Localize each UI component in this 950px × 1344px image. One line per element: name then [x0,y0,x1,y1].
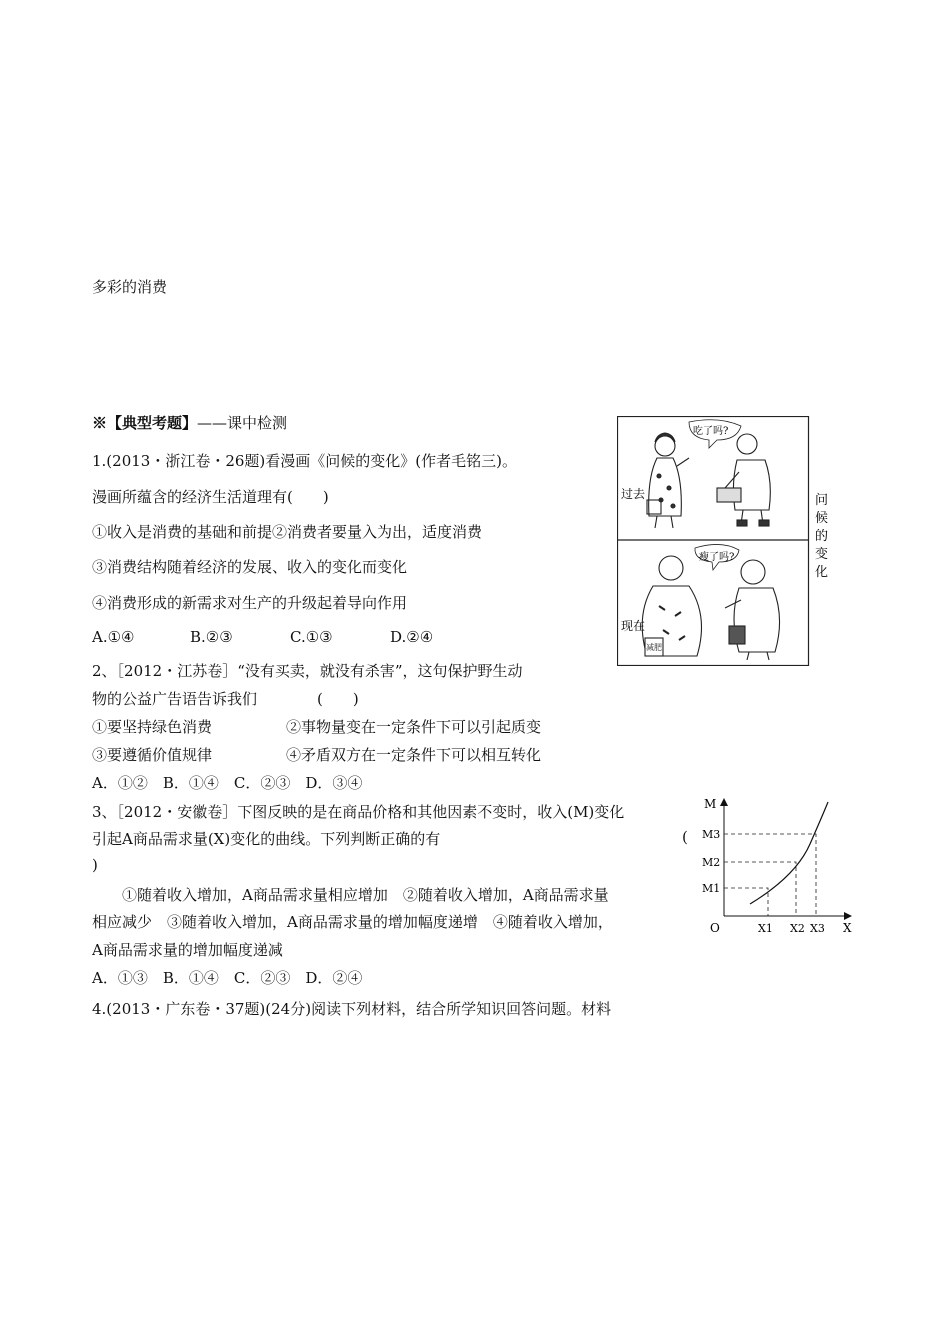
x-tick-x2: X2 [790,922,805,935]
cartoon-side-title [815,493,828,580]
guide-m3-x3 [724,834,816,916]
q1-options [92,628,433,646]
q2-stem-line1: 2、［2012・江苏卷］“没有买卖，就没有杀害”，这句保护野生动 [92,662,523,680]
q1-item-1: ①收入是消费的基础和前提②消费者要量入为出，适度消费 [92,523,483,541]
q3-paren-open: ( [682,828,688,846]
section-mark: ※ [92,414,108,432]
q3-body-line2: 相应减少 ③随着收入增加，A商品需求量的增加幅度递增 ④随着收入增加， [92,913,613,931]
y-tick-m3: M3 [702,828,721,841]
q2-item-1: ①要坚持绿色消费 [92,718,213,736]
svg-text:变: 变 [815,547,829,562]
x-tick-x3: X3 [810,922,825,935]
q2-item-2: ②事物量变在一定条件下可以引起质变 [286,718,542,736]
section-subtitle: ——课中检测 [197,414,288,432]
q3-options: A．①③ B．①④ C．②③ D．②④ [92,969,363,987]
cartoon-greeting-change [617,416,833,666]
q2-stem-line2: 物的公益广告语告诉我们 ( ) [92,690,359,708]
diet-bag-text: 减肥 [646,643,662,652]
q2-row2 [92,744,541,765]
x-tick-x1: X1 [758,922,773,935]
demand-curve [750,802,828,904]
svg-text:候: 候 [815,511,829,526]
q1-option-c: C.①③ [290,628,333,646]
past-bubble-text: 吃了吗? [693,426,729,437]
guide-m1-x1 [724,888,768,916]
q4-stem: 4.(2013・广东卷・37题)(24分)阅读下列材料，结合所学知识回答问题。材料 [92,1000,612,1018]
q3-stem-line1: 3、［2012・安徽卷］下图反映的是在商品价格和其他因素不变时，收入(M)变化 [92,803,625,821]
q1-prompt: 漫画所蕴含的经济生活道理有( ) [92,488,329,506]
income-demand-graph [700,792,860,938]
past-label: 过去 [621,487,646,501]
q2-options: A．①② B．①④ C．②③ D．③④ [92,774,363,792]
q2-item-4: ④矛盾双方在一定条件下可以相互转化 [286,746,542,764]
present-bubble-text: 瘦了吗? [699,552,735,563]
q3-body-line3: A商品需求量的增加幅度递减 [92,941,283,959]
q3-stem-line2: 引起A商品需求量(X)变化的曲线。下列判断正确的有 [92,830,441,848]
svg-text:化: 化 [815,565,829,580]
q3-body-line1: ①随着收入增加，A商品需求量相应增加 ②随着收入增加，A商品需求量 [122,886,609,904]
q1-item-3: ④消费形成的新需求对生产的升级起着导向作用 [92,594,408,612]
section-title: 【典型考题】 [107,414,198,432]
y-axis-label: M [704,797,717,811]
svg-text:的: 的 [815,529,829,544]
q1-option-a: A.①④ [92,628,135,646]
guide-m2-x2 [724,862,796,916]
present-label: 现在 [621,619,646,633]
q2-item-3: ③要遵循价值规律 [92,746,213,764]
x-axis-label: X [843,921,852,935]
document-title: 多彩的消费 [92,278,168,296]
q1-item-2: ③消费结构随着经济的发展、收入的变化而变化 [92,558,408,576]
q1-option-b: B.②③ [190,628,233,646]
q1-stem: 1.(2013・浙江卷・26题)看漫画《问候的变化》(作者毛铭三)。 [92,452,517,470]
q2-row1 [92,716,541,737]
svg-text:问: 问 [815,493,829,508]
q1-option-d: D.②④ [390,628,434,646]
origin-label: O [710,921,720,935]
y-tick-m1: M1 [702,882,721,895]
section-header [92,412,287,433]
q3-paren-close: ) [92,856,98,874]
y-tick-m2: M2 [702,856,721,869]
